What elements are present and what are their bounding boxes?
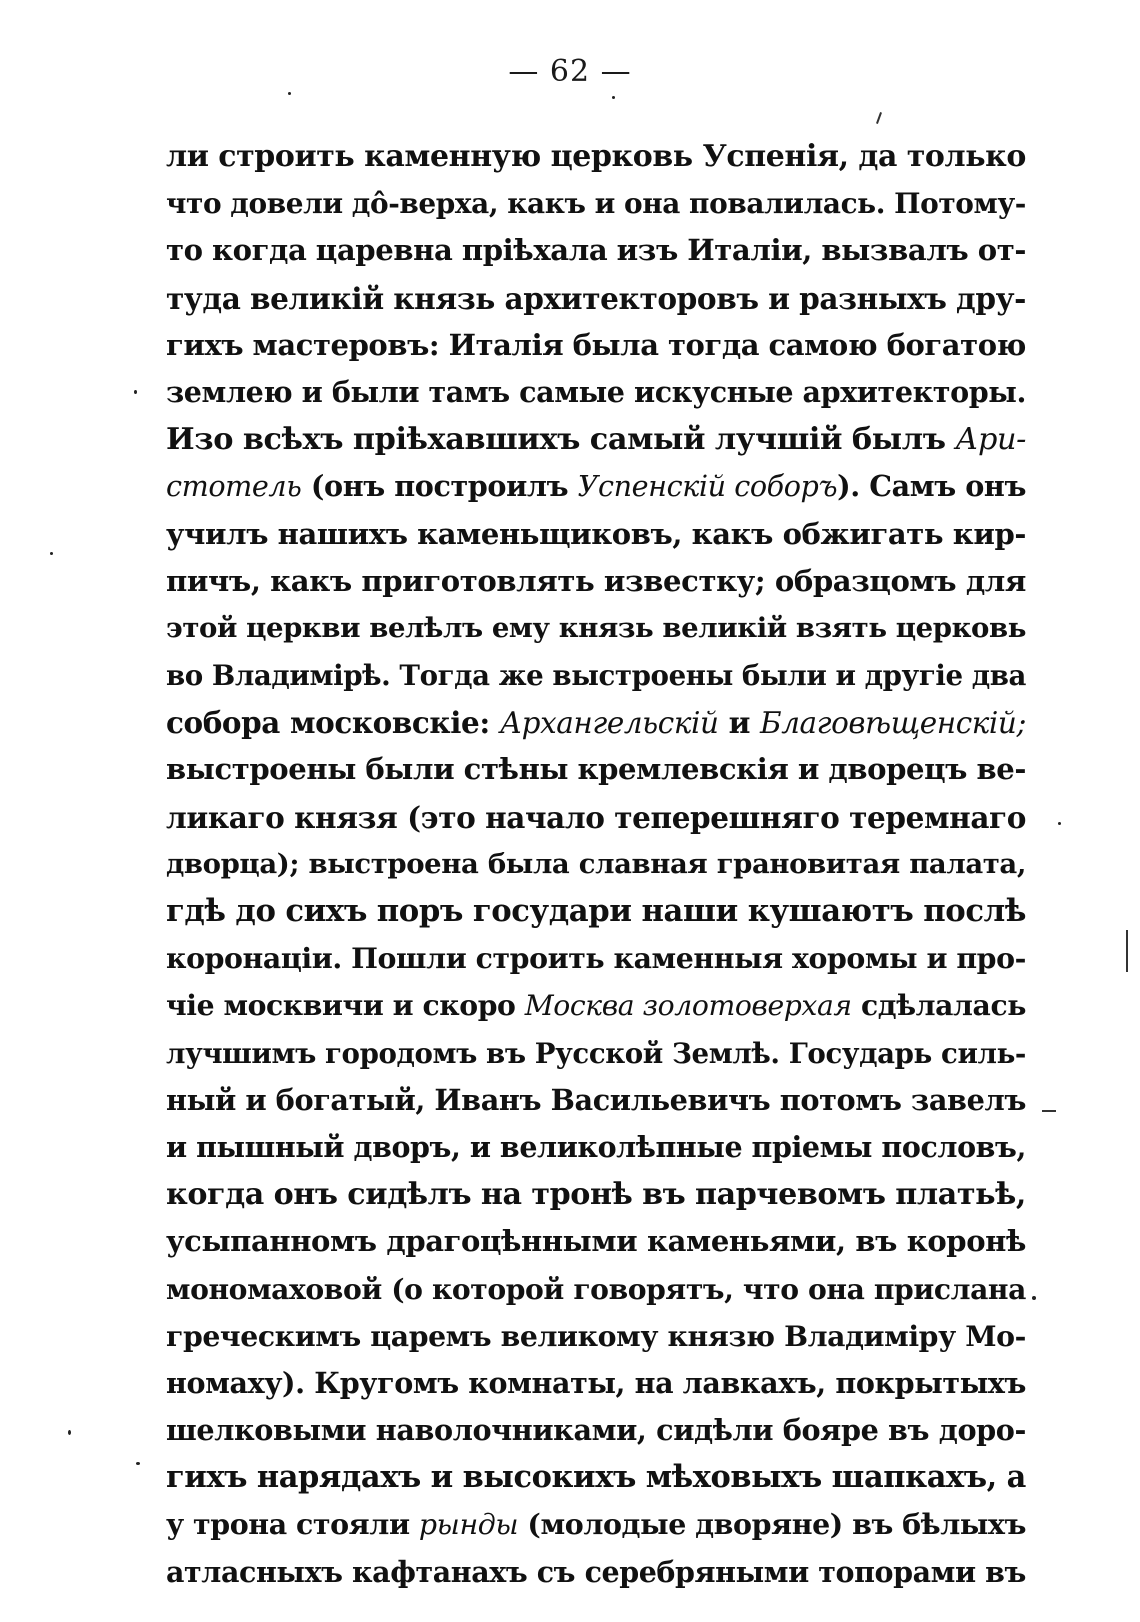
text-line (166, 1218, 1026, 1265)
text-line (166, 1454, 1026, 1501)
italic-text-segment: Москва золотоверхая (524, 989, 852, 1023)
text-segment: Изо всѣхъ пріѣхавшихъ самый лучшій былъ (166, 422, 956, 458)
text-segment: ). Самъ онъ (837, 469, 1026, 504)
text-line (166, 1501, 1026, 1548)
text-segment: землею и были тамъ самые искусные архитекторы. (166, 374, 1026, 409)
text-line (166, 558, 1026, 605)
text-line (166, 982, 1026, 1029)
text-line (166, 133, 1026, 180)
text-segment: этой церкви велѣлъ ему князь великій взять церковь (166, 611, 1026, 644)
text-line (166, 1313, 1026, 1360)
text-segment: у трона стояли (166, 1507, 419, 1542)
italic-text-segment: стотель (166, 469, 302, 504)
text-line (166, 322, 1026, 369)
text-segment: во Владимірѣ. Тогда же выстроены были и другіе два (166, 659, 1026, 693)
text-segment: ликаго князя (это начало теперешняго теремнаго (166, 799, 1026, 835)
text-line (166, 1077, 1026, 1124)
text-line (166, 416, 1026, 463)
text-line (166, 699, 1026, 746)
scan-mark (1042, 1110, 1056, 1112)
text-segment: что довели дô-верха, какъ и она повалилась. Потому- (166, 187, 1026, 221)
text-segment: гдѣ до сихъ поръ государи наши кушаютъ послѣ (166, 893, 1026, 929)
text-line (166, 511, 1026, 558)
scan-speck (136, 1462, 140, 1465)
text-segment: ли строить каменную церковь Успенія, да только (166, 139, 1026, 174)
text-line (166, 935, 1026, 982)
text-line (166, 369, 1026, 416)
text-segment: мономаховой (о которой говорятъ, что она прислана (166, 1272, 1026, 1306)
scan-speck (68, 1430, 71, 1435)
scan-mark (876, 112, 882, 124)
text-segment: атласныхъ кафтанахъ съ серебряными топорами въ (166, 1554, 1026, 1589)
text-line (166, 463, 1026, 510)
text-segment: собора московскіе: (166, 705, 500, 741)
page-number: — 62 — (508, 54, 632, 89)
text-line (166, 1407, 1026, 1454)
italic-text-segment: Успенскій соборъ (577, 469, 838, 504)
text-segment: шелковыми наволочниками, сидѣли бояре въ доро- (166, 1413, 1026, 1448)
text-line (166, 1266, 1026, 1313)
text-segment: пичъ, какъ приготовлять известку; образцомъ для (166, 563, 1026, 598)
scan-speck (134, 390, 137, 394)
scan-speck (612, 96, 615, 99)
scan-speck (288, 92, 291, 95)
text-segment: лучшимъ городомъ въ Русской Землѣ. Государь силь- (166, 1036, 1026, 1070)
scan-mark (1126, 930, 1128, 972)
italic-text-segment: Благовѣщенскій; (760, 706, 1026, 741)
italic-text-segment: рынды (418, 1508, 519, 1542)
text-line (166, 227, 1026, 274)
text-segment: выстроены были стѣны кремлевскія и дворецъ ве- (166, 752, 1026, 787)
text-line (166, 746, 1026, 793)
text-segment: училъ нашихъ каменьщиковъ, какъ обжигать кир- (166, 516, 1026, 551)
text-line (166, 1360, 1026, 1407)
text-line (166, 794, 1026, 841)
text-segment: греческимъ царемъ великому князю Владиміру Мо- (166, 1318, 1026, 1353)
text-segment: когда онъ сидѣлъ на тронѣ въ парчевомъ платьѣ, (166, 1177, 1026, 1213)
text-line (166, 275, 1026, 322)
text-segment: ный и богатый, Иванъ Васильевичъ потомъ завелъ (166, 1082, 1026, 1117)
text-line (166, 1549, 1026, 1596)
text-segment: и (718, 705, 760, 741)
text-line (166, 888, 1026, 935)
text-segment: (онъ построилъ (301, 469, 578, 504)
text-segment: коронаціи. Пошли строить каменныя хоромы и про- (166, 941, 1026, 976)
body-text (166, 133, 1026, 1596)
scan-speck (1032, 1296, 1036, 1300)
text-segment: туда великій князь архитекторовъ и разныхъ дру- (166, 280, 1026, 316)
text-segment: и пышный дворъ, и великолѣпные пріемы пословъ, (166, 1129, 1026, 1164)
text-segment: усыпанномъ драгоцѣнными каменьями, въ коронѣ (166, 1224, 1026, 1259)
scan-speck (50, 552, 53, 555)
text-segment: сдѣлалась (851, 988, 1026, 1023)
text-line (166, 605, 1026, 652)
scan-speck (1058, 822, 1061, 825)
text-segment: гихъ мастеровъ: Италія была тогда самою богатою (166, 327, 1026, 362)
text-segment: номаху). Кругомъ комнаты, на лавкахъ, покрытыхъ (166, 1365, 1026, 1400)
text-line (166, 1030, 1026, 1077)
text-segment: (молодые дворяне) въ бѣлыхъ (518, 1507, 1026, 1542)
text-segment: гихъ нарядахъ и высокихъ мѣховыхъ шапкахъ, а (166, 1459, 1026, 1496)
text-segment: то когда царевна пріѣхала изъ Италіи, вызвалъ от- (166, 233, 1026, 268)
italic-text-segment: Ари- (955, 422, 1026, 458)
text-line (166, 652, 1026, 699)
text-line (166, 180, 1026, 227)
text-line (166, 1171, 1026, 1218)
italic-text-segment: Архангельскій (499, 706, 719, 741)
text-segment: дворца); выстроена была славная грановитая палата, (166, 847, 1026, 880)
text-segment: чіе москвичи и скоро (166, 988, 525, 1023)
text-line (166, 841, 1026, 888)
text-line (166, 1124, 1026, 1171)
